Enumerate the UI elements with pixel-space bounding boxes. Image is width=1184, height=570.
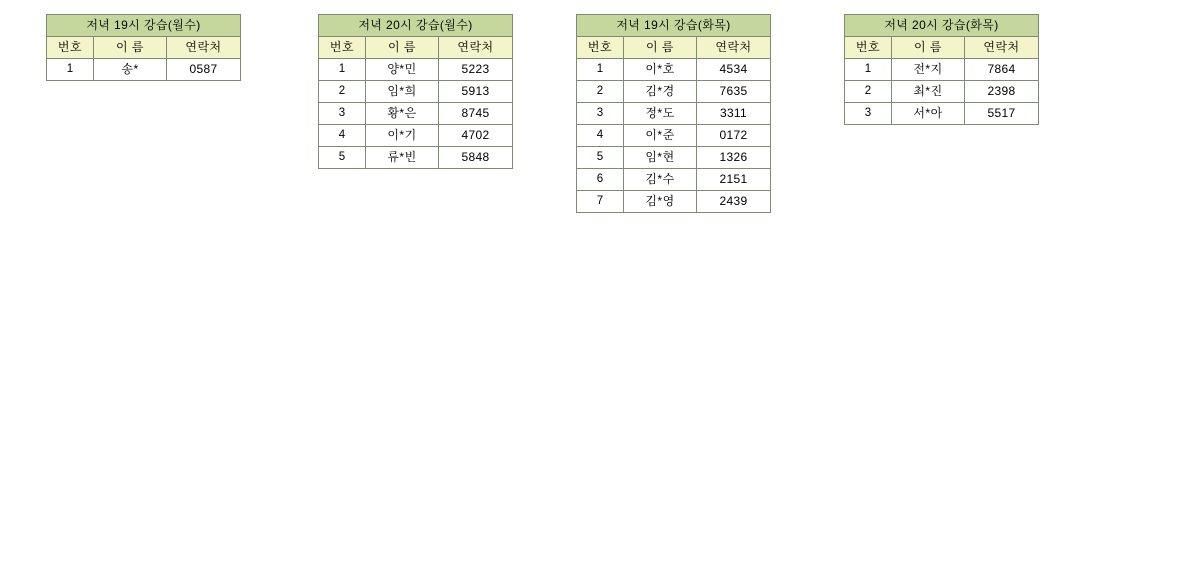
table-row bbox=[845, 103, 1039, 125]
cell-name: 전*지 bbox=[892, 59, 965, 81]
cell-no: 1 bbox=[319, 59, 366, 81]
cell-tel: 2398 bbox=[965, 81, 1039, 103]
cell-no: 2 bbox=[845, 81, 892, 103]
table-row bbox=[577, 125, 771, 147]
roster-table-block bbox=[576, 14, 771, 213]
cell-name: 송* bbox=[94, 59, 167, 81]
cell-tel: 1326 bbox=[697, 147, 771, 169]
table-header-row bbox=[319, 37, 513, 59]
column-header-name: 이 름 bbox=[892, 37, 965, 59]
cell-tel: 8745 bbox=[439, 103, 513, 125]
column-header-no: 번호 bbox=[577, 37, 624, 59]
column-header-name: 이 름 bbox=[94, 37, 167, 59]
cell-name: 임*희 bbox=[366, 81, 439, 103]
cell-no: 1 bbox=[577, 59, 624, 81]
column-header-tel: 연락처 bbox=[697, 37, 771, 59]
column-header-tel: 연락처 bbox=[965, 37, 1039, 59]
cell-no: 1 bbox=[845, 59, 892, 81]
roster-table-block bbox=[844, 14, 1039, 125]
roster-table bbox=[318, 14, 513, 169]
table-row bbox=[845, 81, 1039, 103]
column-header-name: 이 름 bbox=[624, 37, 697, 59]
roster-table bbox=[844, 14, 1039, 125]
table-title-row bbox=[319, 15, 513, 37]
cell-name: 김*영 bbox=[624, 191, 697, 213]
cell-name: 양*민 bbox=[366, 59, 439, 81]
cell-tel: 7635 bbox=[697, 81, 771, 103]
table-title-row bbox=[577, 15, 771, 37]
table-row bbox=[319, 59, 513, 81]
cell-name: 정*도 bbox=[624, 103, 697, 125]
table-row bbox=[577, 103, 771, 125]
table-row bbox=[577, 147, 771, 169]
cell-name: 김*경 bbox=[624, 81, 697, 103]
cell-no: 3 bbox=[577, 103, 624, 125]
cell-name: 최*진 bbox=[892, 81, 965, 103]
table-header-row bbox=[47, 37, 241, 59]
table-title-row bbox=[47, 15, 241, 37]
cell-no: 1 bbox=[47, 59, 94, 81]
roster-table bbox=[46, 14, 241, 81]
cell-tel: 2151 bbox=[697, 169, 771, 191]
cell-name: 김*수 bbox=[624, 169, 697, 191]
cell-name: 이*준 bbox=[624, 125, 697, 147]
cell-no: 2 bbox=[577, 81, 624, 103]
cell-no: 4 bbox=[577, 125, 624, 147]
cell-tel: 3311 bbox=[697, 103, 771, 125]
table-row bbox=[577, 59, 771, 81]
cell-tel: 5223 bbox=[439, 59, 513, 81]
table-title: 저녁 19시 강습(월수) bbox=[47, 15, 241, 37]
cell-name: 황*은 bbox=[366, 103, 439, 125]
table-row bbox=[319, 81, 513, 103]
cell-no: 4 bbox=[319, 125, 366, 147]
cell-no: 2 bbox=[319, 81, 366, 103]
cell-name: 이*기 bbox=[366, 125, 439, 147]
table-title: 저녁 20시 강습(월수) bbox=[319, 15, 513, 37]
cell-no: 5 bbox=[319, 147, 366, 169]
roster-table bbox=[576, 14, 771, 213]
cell-tel: 2439 bbox=[697, 191, 771, 213]
cell-no: 7 bbox=[577, 191, 624, 213]
cell-name: 이*호 bbox=[624, 59, 697, 81]
column-header-tel: 연락처 bbox=[439, 37, 513, 59]
cell-name: 임*현 bbox=[624, 147, 697, 169]
table-title: 저녁 19시 강습(화목) bbox=[577, 15, 771, 37]
roster-table-block bbox=[46, 14, 241, 81]
column-header-no: 번호 bbox=[47, 37, 94, 59]
cell-name: 류*빈 bbox=[366, 147, 439, 169]
column-header-name: 이 름 bbox=[366, 37, 439, 59]
table-row bbox=[577, 191, 771, 213]
cell-tel: 0587 bbox=[167, 59, 241, 81]
table-row bbox=[319, 125, 513, 147]
roster-table-block bbox=[318, 14, 513, 169]
cell-tel: 4702 bbox=[439, 125, 513, 147]
table-title-row bbox=[845, 15, 1039, 37]
column-header-no: 번호 bbox=[845, 37, 892, 59]
cell-tel: 0172 bbox=[697, 125, 771, 147]
cell-tel: 5913 bbox=[439, 81, 513, 103]
table-row bbox=[319, 147, 513, 169]
cell-tel: 4534 bbox=[697, 59, 771, 81]
table-row bbox=[845, 59, 1039, 81]
table-header-row bbox=[845, 37, 1039, 59]
column-header-tel: 연락처 bbox=[167, 37, 241, 59]
table-row bbox=[577, 169, 771, 191]
cell-no: 3 bbox=[845, 103, 892, 125]
cell-tel: 5517 bbox=[965, 103, 1039, 125]
column-header-no: 번호 bbox=[319, 37, 366, 59]
cell-no: 5 bbox=[577, 147, 624, 169]
table-row bbox=[577, 81, 771, 103]
cell-tel: 7864 bbox=[965, 59, 1039, 81]
table-row bbox=[47, 59, 241, 81]
cell-tel: 5848 bbox=[439, 147, 513, 169]
cell-name: 서*아 bbox=[892, 103, 965, 125]
cell-no: 6 bbox=[577, 169, 624, 191]
table-row bbox=[319, 103, 513, 125]
cell-no: 3 bbox=[319, 103, 366, 125]
table-title: 저녁 20시 강습(화목) bbox=[845, 15, 1039, 37]
table-header-row bbox=[577, 37, 771, 59]
